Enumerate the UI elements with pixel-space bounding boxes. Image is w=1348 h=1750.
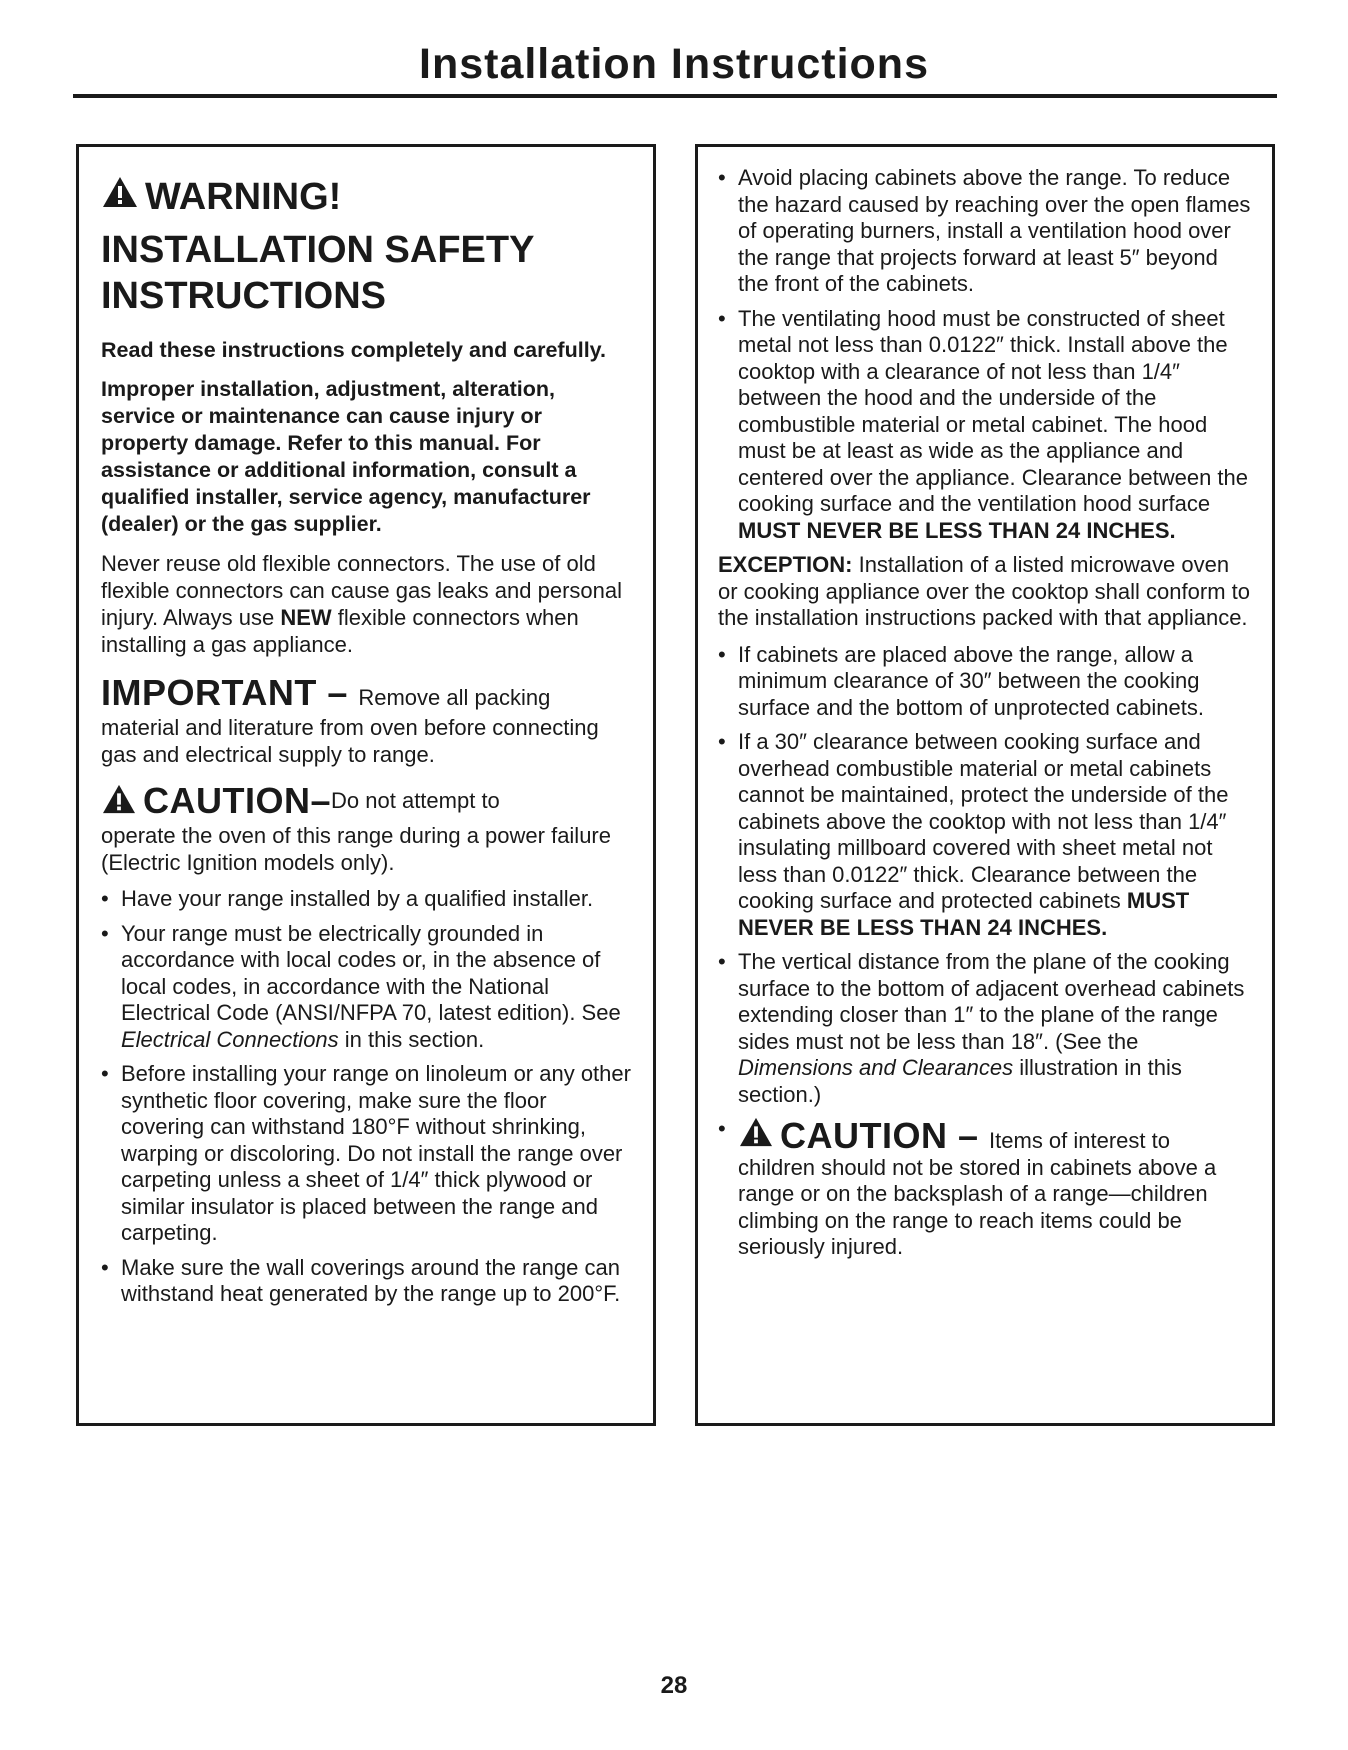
important-label: IMPORTANT — [101, 672, 317, 713]
list-item — [101, 921, 631, 1054]
page-title: Installation Instructions — [419, 40, 929, 88]
important-text: material and literature from oven before connecting gas and electrical supply to range. — [101, 715, 599, 767]
exception-note — [718, 552, 1252, 632]
left-bullet-list — [101, 886, 631, 1308]
page-number: 28 — [660, 1672, 688, 1699]
list-item: • Have your range installed by a qualified installer. — [101, 886, 631, 913]
list-item — [718, 306, 1252, 545]
list-item — [718, 949, 1252, 1108]
section-heading: INSTALLATION SAFETY INSTRUCTIONS — [101, 229, 534, 317]
electrical-connections-ref: Electrical Connections — [121, 1026, 339, 1052]
caution-label: CAUTION — [780, 1115, 948, 1156]
caution-lead: Do not attempt to — [331, 788, 500, 813]
read-note: Read these instructions completely and carefully. — [101, 338, 606, 362]
caution-dash: – — [947, 1115, 990, 1156]
exception-text: Installation of a listed microwave oven or cooking appliance over the cooktop shall conform to the installation instructions packed with that appliance. — [718, 552, 1250, 630]
connectors-text-end: flexible connectors when installing a gas appliance. — [101, 605, 579, 657]
title-divider — [73, 94, 1277, 98]
bullet-emphasis: MUST NEVER BE LESS THAN 24 INCHES. — [738, 517, 1176, 543]
bullet-text: If a 30″ clearance between cooking surface and overhead combustible material or metal cabinets cannot be maintained, protect the underside of the cabinets above the cooktop with not less than 1/4″ insulating millboard covered with sheet metal not less than 0.0122″ thick. Clearance between the cooking surface and protected cabinets — [738, 729, 1229, 913]
right-bullet-list-bottom — [718, 642, 1252, 1261]
safety-instructions-box — [76, 144, 656, 1426]
caution-triangle-icon — [738, 1116, 774, 1155]
bullet-text-end: illustration in this section.) — [738, 1055, 1182, 1107]
important-dash: – — [316, 672, 359, 713]
warning-label: WARNING! — [145, 176, 342, 218]
caution-notice — [101, 780, 631, 822]
exception-label: EXCEPTION: — [718, 552, 853, 577]
important-notice — [101, 672, 631, 714]
list-item — [718, 1116, 1252, 1261]
list-item: • Make sure the wall coverings around the range can withstand heat generated by the range up to 200°F. — [101, 1255, 631, 1308]
caution-triangle-icon — [101, 783, 137, 820]
bullet-text: The ventilating hood must be constructed of sheet metal not less than 0.0122″ thick. Install above the cooktop with a clearance of not less than 1/4″ between the hood and the underside of the combustible material or metal cabinet. The hood must be at least as wide as the appliance and centered over the appliance. Clearance between the cooking surface and the ventilation hood surface — [738, 305, 1249, 516]
bullet-text-end: in this section. — [338, 1026, 485, 1052]
list-item: • Before installing your range on linoleum or any other synthetic floor covering, make sure the floor covering can withstand 180°F without shrinking, warping or discoloring. Do not install the range over carpeting unless a sheet of 1/4″ thick plywood or similar insulator is placed between the range and carpeting. — [101, 1061, 631, 1247]
caution-label: CAUTION — [143, 780, 311, 821]
bullet-text: Your range must be electrically grounded in accordance with local codes or, in the absence of local codes, in accordance with the National Electrical Code (ANSI/NFPA 70, latest edition). See — [121, 920, 621, 1025]
list-item: • Avoid placing cabinets above the range. To reduce the hazard caused by reaching over the open flames of operating burners, install a ventilation hood over the range that projects forward at least 5″ beyond the front of the cabinets. — [718, 165, 1252, 298]
warning-heading — [101, 175, 631, 219]
caution-dash: – — [310, 780, 332, 821]
connectors-new: NEW — [280, 605, 332, 630]
caution-text: children should not be stored in cabinets above a range or on the backsplash of a range—children climbing on the range to reach items could be seriously injured. — [738, 1154, 1217, 1259]
right-bullet-list-top — [718, 165, 1252, 544]
caution-lead: Items of interest to — [989, 1128, 1170, 1153]
connectors-text: Never reuse old flexible connectors. The use of old flexible connectors can cause gas leaks and personal injury. Always use — [101, 551, 622, 630]
dimensions-clearances-ref: Dimensions and Clearances — [738, 1055, 1014, 1080]
list-item: • If cabinets are placed above the range, allow a minimum clearance of 30″ between the cooking surface and the bottom of unprotected cabinets. — [718, 642, 1252, 722]
important-lead: Remove all packing — [358, 685, 551, 710]
bullet-text: The vertical distance from the plane of the cooking surface to the bottom of adjacent overhead cabinets extending closer than 1″ to the plane of the range sides must not be less than 18″. (See the — [738, 949, 1245, 1054]
improper-installation-note: Improper installation, adjustment, alteration, service or maintenance can cause injury or property damage. Refer to this manual. For assistance or additional information, consult a qualified installer, service agency, manufacturer (dealer) or the gas supplier. — [101, 377, 591, 536]
warning-triangle-icon — [101, 175, 139, 219]
flexible-connectors-note — [101, 550, 631, 658]
caution-text: operate the oven of this range during a power failure (Electric Ignition models only). — [101, 823, 611, 875]
clearance-instructions-box — [695, 144, 1275, 1426]
list-item — [718, 729, 1252, 941]
bullet-emphasis: MUST NEVER BE LESS THAN 24 INCHES. — [738, 888, 1190, 940]
